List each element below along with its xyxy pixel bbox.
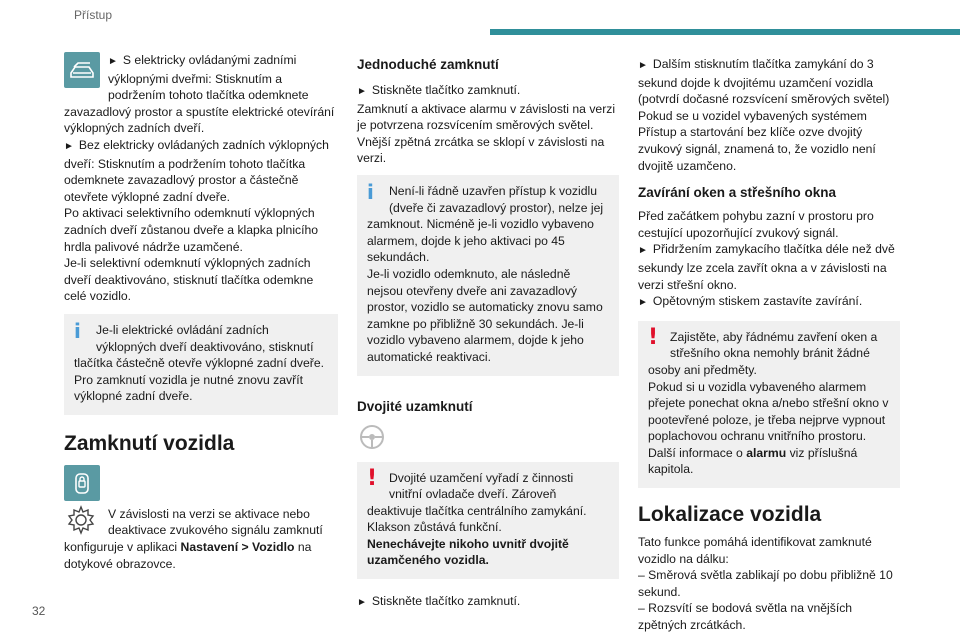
arrow-icon: ►: [108, 56, 118, 67]
info-icon: i: [367, 179, 374, 204]
settings-paragraph: [64, 503, 338, 572]
lock-icon: [64, 465, 100, 501]
text: Zajistěte, aby řádnému zavření oken a střešního okna nemohly bránit žádné osoby ani předměty.: [648, 329, 878, 377]
info-icon: i: [74, 318, 81, 343]
text: Opětovným stiskem zastavíte zavírání.: [652, 294, 863, 309]
text: Další informace o: [648, 445, 747, 460]
info-note: [357, 175, 619, 376]
text: Dalším stisknutím tlačítka zamykání do 3 sekund dojde k dvojitému uzamčení vozidla (potvrdí dočasné rozsvícení směrových světel): [638, 57, 890, 107]
gear-icon: [64, 503, 100, 539]
arrow-icon: ►: [638, 297, 648, 309]
text: Nastavení > Vozidlo: [180, 540, 295, 555]
text: Po aktivaci selektivního odemknutí výklopných zadních dveří zůstanou dveře a klapka plnicího hrdla palivové nádrže uzamčené.: [64, 206, 319, 254]
text: Vnější zpětná zrcátka se sklopí v závislosti na verzi.: [357, 134, 605, 166]
subheading-simple-lock: Jednoduché zamknutí: [357, 57, 499, 72]
text: Pro zamknutí vozidla je nutné znovu zavřít výklopné zadní dveře.: [74, 372, 303, 404]
steering-wheel-icon: [357, 422, 387, 452]
section-title: Přístup: [74, 8, 113, 22]
warning-icon: !: [367, 465, 378, 491]
text: Bez elektricky ovládaných zadních výklopných dveří: Stisknutím a podržením tohoto tlačítka odemknete zavazadlový prostor a částečně otevřete výklopné zadní dveře.: [64, 137, 329, 204]
arrow-icon: ►: [357, 86, 367, 97]
trunk-open-icon: [64, 52, 100, 88]
warning-note: [638, 321, 900, 488]
text: Přidržením zamykacího tlačítka déle než dvě sekundy lze zcela zavřít okna a v závislosti na verzi střešní okno.: [638, 242, 895, 292]
column-2: [357, 52, 619, 612]
text: Tato funkce pomáhá identifikovat zamknuté vozidlo na dálku:: [638, 535, 872, 566]
text: – Rozsvítí se bodová světla na vnějších zpětných zrcátkách.: [638, 601, 853, 633]
text: V závislosti na verzi se aktivace nebo deaktivace zvukového signálu zamknutí konfiguruje v aplikaci: [64, 506, 323, 555]
section-heading: Zamknutí vozidla: [64, 431, 235, 455]
warning-icon: !: [648, 324, 659, 350]
arrow-icon: ►: [64, 140, 74, 152]
text: – Směrová světla zablikají po dobu přibližně 10 sekund.: [638, 568, 893, 599]
text: Je-li selektivní odemknutí výklopných zadních dveří deaktivováno, stisknutí tlačítka odemkne celé vozidlo.: [64, 256, 314, 304]
text: Není-li řádně uzavřen přístup k vozidlu (dveře či zavazadlový prostor), nelze jej zamknout. Nicméně je-li vozidlo vybaveno alarmem, dojde k jeho aktivaci po 45 sekundách.: [367, 183, 604, 265]
text: Zamknutí a aktivace alarmu v závislosti na verzi je potvrzena rozsvícením směrových světel.: [357, 101, 616, 133]
text: Před začátkem pohybu zazní v prostoru pro cestující upozorňující zvukový signál.: [638, 209, 874, 240]
page-number: 32: [32, 604, 46, 618]
column-1: [64, 52, 338, 572]
text: na dotykové obrazovce.: [64, 540, 312, 571]
subheading-double-lock: Dvojité uzamknutí: [357, 398, 473, 414]
header-accent-bar: [490, 29, 960, 35]
arrow-icon: ►: [357, 597, 367, 609]
arrow-icon: ►: [638, 60, 648, 71]
section-heading: Lokalizace vozidla: [638, 503, 822, 527]
text: Je-li elektrické ovládání zadních výklopných dveří deaktivováno, stisknutí tlačítka částečně otevře výklopné zadní dveře.: [74, 322, 324, 371]
text: Je-li vozidlo odemknuto, ale následně nejsou otevřeny dveře ani zavazadlový prostor, vozidlo se automaticky znovu samo zamkne po přibližně 30 sekundách. Je-li vozidlo vybaveno alarmem, dojde k jeho automatické reaktivaci.: [367, 266, 603, 364]
text: S elektricky ovládanými zadními: [122, 53, 297, 67]
text: Pokud si u vozidla vybaveného alarmem přejete ponechat okna a/nebo střešní okno v pootevřené poloze, je třeba nejprve vypnout poplachovou ochranu vnitřního prostoru.: [648, 379, 889, 444]
text: Nenechávejte nikoho uvnitř dvojitě uzamčeného vozidla.: [367, 536, 569, 568]
text: alarmu: [746, 445, 787, 460]
arrow-icon: ►: [638, 245, 648, 257]
text: viz příslušná kapitola.: [648, 445, 858, 477]
text: Dvojité uzamčení vyřadí z činnosti vnitřní ovladače dveří. Zároveň deaktivuje tlačítka centrálního zamykání.: [367, 470, 587, 518]
text: Klakson zůstává funkční.: [367, 520, 502, 535]
trunk-paragraph: [64, 52, 338, 137]
text: výklopnými dveřmi: Stisknutím a podržením tohoto tlačítka odemknete zavazadlový prostor a spustíte elektrické otevírání výklopných zadních dveří.: [64, 71, 335, 136]
column-3: [638, 52, 900, 634]
info-note: [64, 314, 338, 415]
text: Stiskněte tlačítko zamknutí.: [371, 83, 521, 97]
text: Stiskněte tlačítko zamknutí.: [371, 594, 521, 609]
text: Pokud se u vozidel vybavených systémem Přístup a startování bez klíče ozve dvojitý zvukový signál, znamená to, že vozidlo není dvojitě uzamčeno.: [638, 108, 876, 173]
subheading-windows: Zavírání oken a střešního okna: [638, 185, 837, 201]
warning-note: [357, 462, 619, 580]
